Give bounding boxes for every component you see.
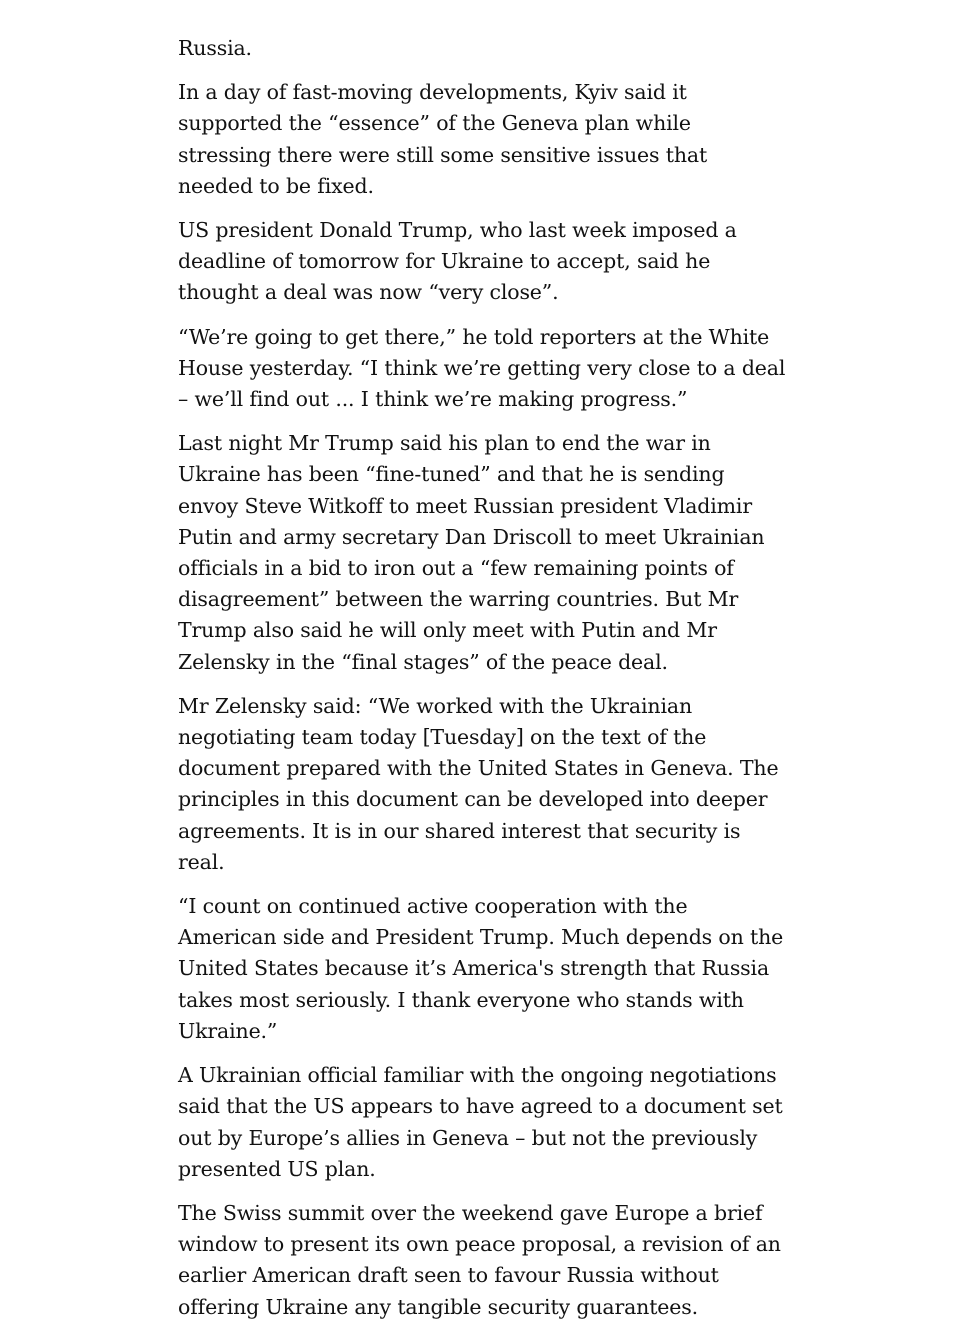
article-paragraph: Russia. — [178, 36, 252, 60]
article-paragraph: US president Donald Trump, who last week imposed a deadline of tomorrow for Ukraine to accept, said he thought a deal was now “very close”. — [178, 218, 737, 305]
article-paragraph: “I count on continued active cooperation with the American side and President Trump. Much depends on the United States because it’s America's strength that Russia takes most seriously. I thank everyone who stands with Ukraine.” — [178, 894, 784, 1043]
article-paragraph: “We’re going to get there,” he told reporters at the White House yesterday. “I think we’re getting very close to a deal – we’ll find out ... I think we’re making progress.” — [178, 324, 786, 412]
article-paragraph: In a day of fast-moving developments, Kyiv said it supported the “essence” of the Geneva plan while stressing there were still some sensitive issues that needed to be fixed. — [178, 80, 708, 198]
article-paragraph: The Swiss summit over the weekend gave Europe a brief window to present its own peace proposal, a revision of an earlier American draft seen to favour Russia without offering Ukraine any tangible security guarantees. — [178, 1200, 781, 1319]
article-paragraph: Mr Zelensky said: “We worked with the Ukrainian negotiating team today [Tuesday] on the text of the document prepared with the United States in Geneva. The principles in this document can be developed into deeper agreements. It is in our shared interest that security is real. — [178, 693, 779, 874]
article-paragraph: A Ukrainian official familiar with the ongoing negotiations said that the US appears to have agreed to a document set out by Europe’s allies in Geneva – but not the previously presented US plan. — [178, 1063, 783, 1181]
article-body — [178, 33, 786, 1336]
article-paragraph: Last night Mr Trump said his plan to end the war in Ukraine has been “fine-tuned” and that he is sending envoy Steve Witkoff to meet Russian president Vladimir Putin and army secretary Dan Driscoll to meet Ukrainian officials in a bid to iron out a “few remaining points of disagreement” between the warring countries. But Mr Trump also said he will only meet with Putin and Mr Zelensky in the “final stages” of the peace deal. — [178, 431, 765, 674]
